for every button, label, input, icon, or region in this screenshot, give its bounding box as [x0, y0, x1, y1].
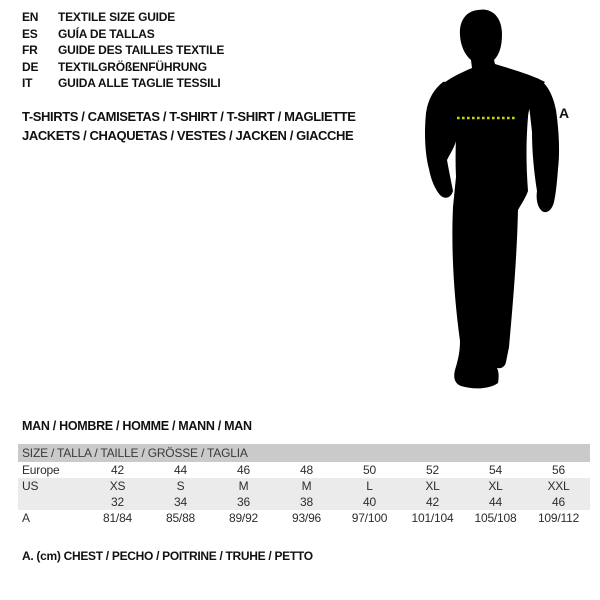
man-right-arm-shape [529, 78, 559, 212]
row-label [18, 494, 86, 510]
size-cell: 42 [111, 463, 124, 477]
size-cell: 81/84 [102, 511, 133, 525]
size-cell: XL [488, 479, 503, 493]
lang-label: GUIDA ALLE TAGLIE TESSILI [58, 76, 221, 91]
size-cell: M [301, 479, 312, 493]
size-cell: 54 [489, 463, 502, 477]
size-table [18, 444, 590, 526]
garment-types [22, 108, 356, 145]
lang-row-de [22, 59, 224, 76]
row-label: Europe [22, 463, 60, 477]
footnote-chest-measure: A. (cm) CHEST / PECHO / POITRINE / TRUHE / PETTO [22, 549, 313, 563]
lang-row-fr [22, 42, 224, 59]
section-title-man: MAN / HOMBRE / HOMME / MANN / MAN [22, 419, 252, 433]
size-cell: XXL [547, 479, 570, 493]
garment-types-line2: JACKETS / CHAQUETAS / VESTES / JACKEN / GIACCHE [22, 127, 354, 143]
measure-label-a: A [559, 105, 570, 121]
size-cell: 34 [174, 495, 187, 509]
lang-code: IT [22, 76, 33, 91]
size-cell: 89/92 [228, 511, 259, 525]
size-cell: 32 [111, 495, 124, 509]
size-cell: 38 [300, 495, 313, 509]
size-cell: 85/88 [165, 511, 196, 525]
row-label: A [22, 511, 30, 525]
size-cell: 40 [363, 495, 376, 509]
table-row-a-chest [18, 510, 590, 526]
size-cell: 109/112 [537, 511, 580, 525]
size-cell: 46 [552, 495, 565, 509]
lang-row-es [22, 26, 224, 43]
man-left-arm-shape [425, 82, 458, 198]
lang-row-it [22, 75, 224, 92]
size-cell: XS [109, 479, 126, 493]
size-table-header: SIZE / TALLA / TAILLE / GRÖSSE / TAGLIA [18, 444, 590, 462]
garment-types-line1: T-SHIRTS / CAMISETAS / T-SHIRT / T-SHIRT / MAGLIETTE [22, 109, 356, 124]
size-cell: L [366, 479, 373, 493]
man-silhouette-figure [410, 5, 590, 395]
man-body-shape [440, 10, 545, 389]
size-cell: 50 [363, 463, 376, 477]
size-cell: M [238, 479, 249, 493]
lang-label: TEXTILGRÖßENFÜHRUNG [58, 59, 207, 74]
lang-row-en [22, 9, 224, 26]
table-row-us-numeric [18, 494, 590, 510]
size-cell: 101/104 [411, 511, 454, 525]
size-cell: 93/96 [291, 511, 322, 525]
size-cell: 44 [174, 463, 187, 477]
lang-code: ES [22, 26, 38, 41]
lang-code: DE [22, 59, 39, 74]
size-cell: 52 [426, 463, 439, 477]
size-cell: 44 [489, 495, 502, 509]
size-cell: 46 [237, 463, 250, 477]
table-row-europe [18, 462, 590, 478]
size-cell: 36 [237, 495, 250, 509]
table-row-us [18, 478, 590, 494]
size-cell: XL [425, 479, 440, 493]
size-cell: 105/108 [474, 511, 517, 525]
lang-code: EN [22, 10, 39, 24]
size-cell: 97/100 [351, 511, 388, 525]
size-cell: 48 [300, 463, 313, 477]
lang-label: GUÍA DE TALLAS [58, 26, 155, 41]
lang-code: FR [22, 43, 38, 58]
lang-label: GUIDE DES TAILLES TEXTILE [58, 43, 225, 58]
size-cell: 56 [552, 463, 565, 477]
language-guide [22, 9, 224, 92]
row-label: US [22, 479, 39, 493]
size-cell: 42 [426, 495, 439, 509]
lang-label: TEXTILE SIZE GUIDE [58, 10, 176, 24]
size-cell: S [176, 479, 185, 493]
